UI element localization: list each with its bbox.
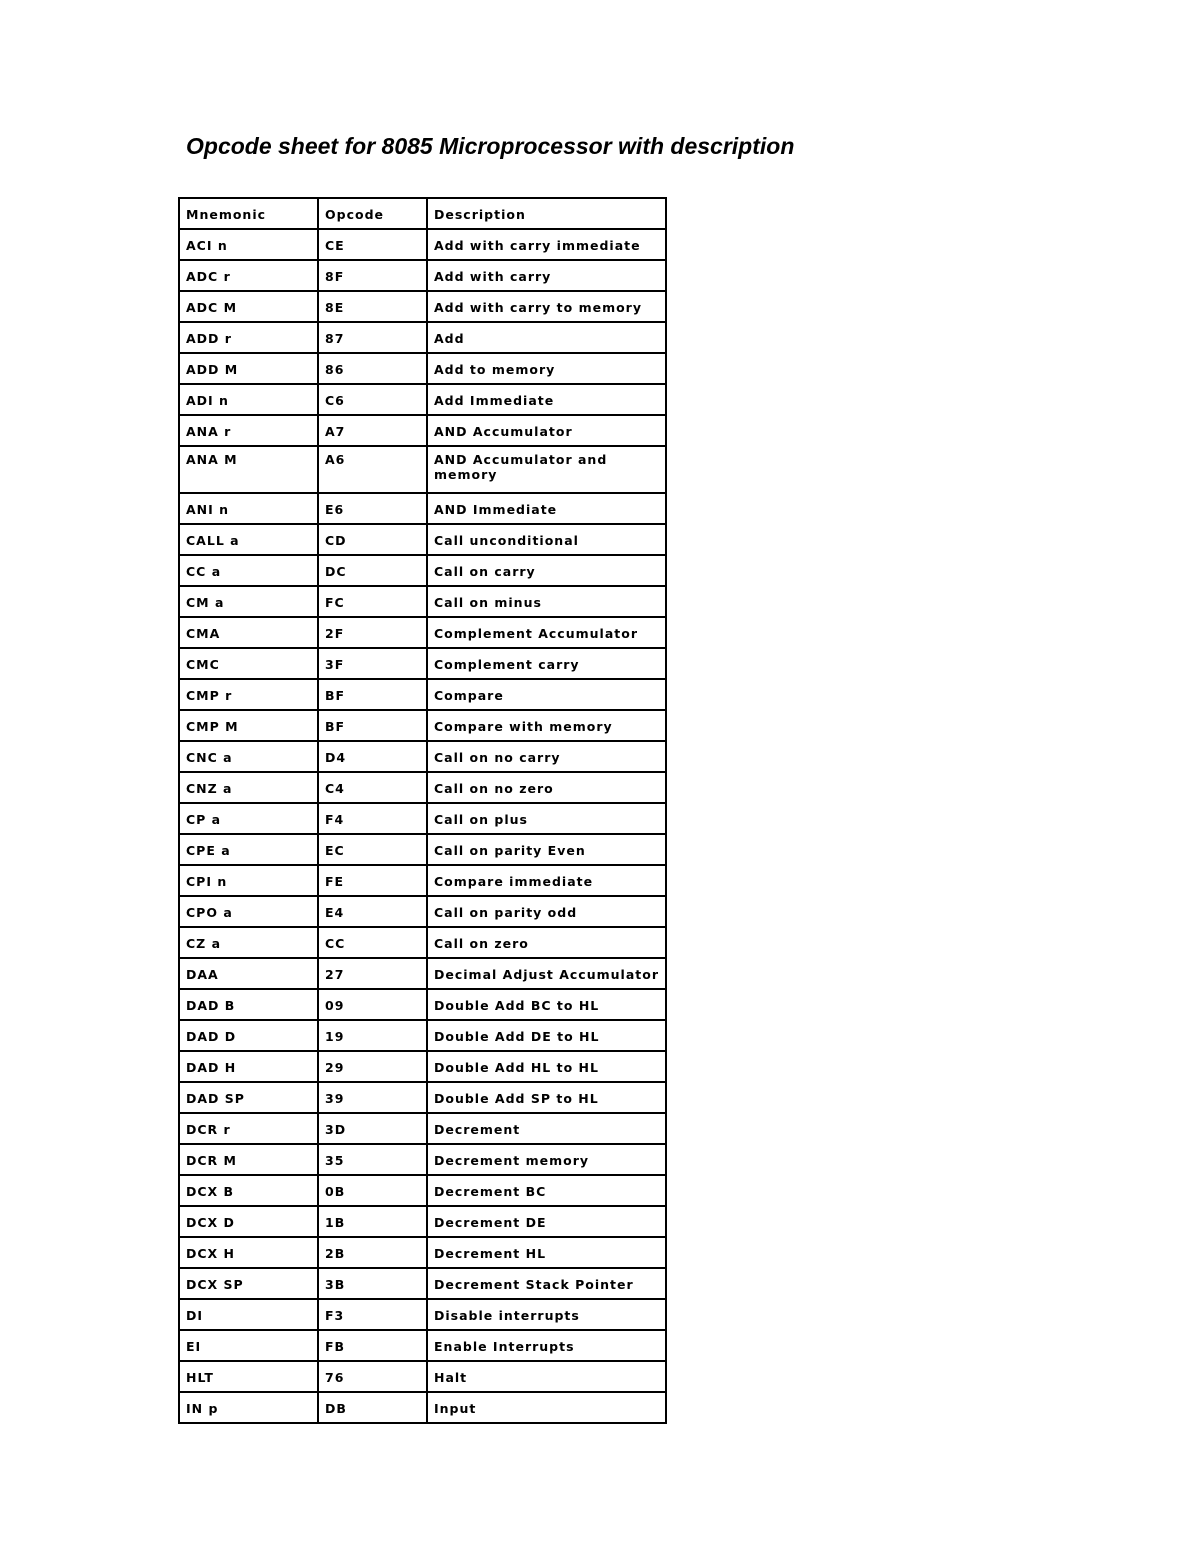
cell-opcode: E4: [318, 896, 427, 927]
cell-description: Decrement: [427, 1113, 666, 1144]
cell-description: Call on minus: [427, 586, 666, 617]
cell-mnemonic: DI: [179, 1299, 318, 1330]
table-row: [179, 493, 666, 524]
cell-mnemonic: CP a: [179, 803, 318, 834]
cell-description: Add with carry: [427, 260, 666, 291]
table-row: [179, 927, 666, 958]
cell-description: Double Add SP to HL: [427, 1082, 666, 1113]
cell-opcode: E6: [318, 493, 427, 524]
cell-mnemonic: DAD B: [179, 989, 318, 1020]
cell-description: Decrement DE: [427, 1206, 666, 1237]
cell-opcode: 35: [318, 1144, 427, 1175]
cell-opcode: A6: [318, 446, 427, 493]
cell-opcode: 09: [318, 989, 427, 1020]
cell-opcode: 2B: [318, 1237, 427, 1268]
cell-opcode: 39: [318, 1082, 427, 1113]
cell-mnemonic: ADC r: [179, 260, 318, 291]
cell-opcode: C6: [318, 384, 427, 415]
cell-description: Call on parity odd: [427, 896, 666, 927]
cell-mnemonic: DCX B: [179, 1175, 318, 1206]
cell-mnemonic: DCX D: [179, 1206, 318, 1237]
cell-mnemonic: CPI n: [179, 865, 318, 896]
table-row: [179, 865, 666, 896]
cell-mnemonic: CMC: [179, 648, 318, 679]
table-row: [179, 260, 666, 291]
cell-opcode: 76: [318, 1361, 427, 1392]
cell-description: Double Add BC to HL: [427, 989, 666, 1020]
table-row: [179, 1206, 666, 1237]
cell-description: Decimal Adjust Accumulator: [427, 958, 666, 989]
table-row: [179, 524, 666, 555]
table-row: [179, 1020, 666, 1051]
table-row: [179, 1392, 666, 1423]
header-description: Description: [427, 198, 666, 229]
cell-description: AND Immediate: [427, 493, 666, 524]
cell-opcode: 29: [318, 1051, 427, 1082]
cell-opcode: 3F: [318, 648, 427, 679]
cell-mnemonic: CALL a: [179, 524, 318, 555]
table-row: [179, 1144, 666, 1175]
cell-opcode: 0B: [318, 1175, 427, 1206]
table-row: [179, 353, 666, 384]
table-row: [179, 648, 666, 679]
table-row: [179, 1082, 666, 1113]
cell-mnemonic: CNC a: [179, 741, 318, 772]
cell-description: AND Accumulator: [427, 415, 666, 446]
cell-opcode: BF: [318, 710, 427, 741]
table-row: [179, 322, 666, 353]
cell-opcode: CC: [318, 927, 427, 958]
cell-description: Complement Accumulator: [427, 617, 666, 648]
cell-mnemonic: DCX SP: [179, 1268, 318, 1299]
cell-mnemonic: DAA: [179, 958, 318, 989]
cell-description: Call on carry: [427, 555, 666, 586]
cell-mnemonic: ACI n: [179, 229, 318, 260]
cell-opcode: 3D: [318, 1113, 427, 1144]
cell-mnemonic: CMA: [179, 617, 318, 648]
cell-mnemonic: ADD M: [179, 353, 318, 384]
cell-mnemonic: ANA M: [179, 446, 318, 493]
cell-mnemonic: CMP r: [179, 679, 318, 710]
cell-mnemonic: DCR r: [179, 1113, 318, 1144]
cell-opcode: EC: [318, 834, 427, 865]
cell-description: Double Add DE to HL: [427, 1020, 666, 1051]
table-row: [179, 1299, 666, 1330]
cell-opcode: 2F: [318, 617, 427, 648]
table-row: [179, 415, 666, 446]
cell-opcode: BF: [318, 679, 427, 710]
cell-mnemonic: CPO a: [179, 896, 318, 927]
table-row: [179, 834, 666, 865]
cell-opcode: FC: [318, 586, 427, 617]
cell-description: Call on parity Even: [427, 834, 666, 865]
table-row: [179, 679, 666, 710]
cell-opcode: 8F: [318, 260, 427, 291]
cell-opcode: F4: [318, 803, 427, 834]
table-row: [179, 446, 666, 493]
cell-description: Disable interrupts: [427, 1299, 666, 1330]
table-row: [179, 896, 666, 927]
cell-description: Call on zero: [427, 927, 666, 958]
cell-opcode: A7: [318, 415, 427, 446]
table-row: [179, 710, 666, 741]
cell-description: Compare with memory: [427, 710, 666, 741]
cell-description: Decrement Stack Pointer: [427, 1268, 666, 1299]
cell-description: Call on plus: [427, 803, 666, 834]
cell-mnemonic: CPE a: [179, 834, 318, 865]
cell-mnemonic: HLT: [179, 1361, 318, 1392]
table-header-row: [179, 198, 666, 229]
table-row: [179, 229, 666, 260]
table-row: [179, 586, 666, 617]
cell-mnemonic: ADC M: [179, 291, 318, 322]
table-row: [179, 1113, 666, 1144]
table-row: [179, 958, 666, 989]
header-opcode: Opcode: [318, 198, 427, 229]
cell-opcode: 19: [318, 1020, 427, 1051]
cell-description: Add with carry immediate: [427, 229, 666, 260]
cell-mnemonic: IN p: [179, 1392, 318, 1423]
cell-description: Compare: [427, 679, 666, 710]
cell-opcode: 86: [318, 353, 427, 384]
cell-opcode: CD: [318, 524, 427, 555]
opcode-table: [178, 197, 667, 1424]
cell-opcode: 87: [318, 322, 427, 353]
cell-opcode: DB: [318, 1392, 427, 1423]
cell-opcode: CE: [318, 229, 427, 260]
cell-description: Add: [427, 322, 666, 353]
cell-opcode: 27: [318, 958, 427, 989]
cell-mnemonic: ADD r: [179, 322, 318, 353]
cell-mnemonic: DCR M: [179, 1144, 318, 1175]
cell-mnemonic: ADI n: [179, 384, 318, 415]
cell-description: Add Immediate: [427, 384, 666, 415]
cell-description: Input: [427, 1392, 666, 1423]
table-row: [179, 1361, 666, 1392]
table-row: [179, 741, 666, 772]
cell-description: Halt: [427, 1361, 666, 1392]
cell-opcode: 8E: [318, 291, 427, 322]
table-row: [179, 384, 666, 415]
page-title: Opcode sheet for 8085 Microprocessor with description: [186, 133, 795, 159]
cell-description: Compare immediate: [427, 865, 666, 896]
cell-description: Complement carry: [427, 648, 666, 679]
cell-mnemonic: EI: [179, 1330, 318, 1361]
cell-description: AND Accumulator and memory: [427, 446, 666, 493]
cell-opcode: D4: [318, 741, 427, 772]
cell-description: Call on no carry: [427, 741, 666, 772]
table-row: [179, 1175, 666, 1206]
cell-opcode: 3B: [318, 1268, 427, 1299]
cell-mnemonic: CNZ a: [179, 772, 318, 803]
cell-opcode: F3: [318, 1299, 427, 1330]
table-row: [179, 617, 666, 648]
cell-description: Decrement BC: [427, 1175, 666, 1206]
table-row: [179, 1237, 666, 1268]
cell-description: Enable Interrupts: [427, 1330, 666, 1361]
cell-mnemonic: DCX H: [179, 1237, 318, 1268]
cell-description: Decrement memory: [427, 1144, 666, 1175]
cell-mnemonic: DAD H: [179, 1051, 318, 1082]
cell-opcode: C4: [318, 772, 427, 803]
cell-mnemonic: ANI n: [179, 493, 318, 524]
cell-opcode: DC: [318, 555, 427, 586]
cell-mnemonic: DAD SP: [179, 1082, 318, 1113]
table-row: [179, 772, 666, 803]
cell-mnemonic: CZ a: [179, 927, 318, 958]
table-row: [179, 989, 666, 1020]
cell-description: Call on no zero: [427, 772, 666, 803]
table-row: [179, 555, 666, 586]
cell-description: Add with carry to memory: [427, 291, 666, 322]
cell-description: Decrement HL: [427, 1237, 666, 1268]
cell-opcode: FB: [318, 1330, 427, 1361]
header-mnemonic: Mnemonic: [179, 198, 318, 229]
cell-description: Call unconditional: [427, 524, 666, 555]
cell-description: Double Add HL to HL: [427, 1051, 666, 1082]
cell-opcode: FE: [318, 865, 427, 896]
cell-mnemonic: CC a: [179, 555, 318, 586]
cell-mnemonic: ANA r: [179, 415, 318, 446]
table-row: [179, 1268, 666, 1299]
cell-mnemonic: DAD D: [179, 1020, 318, 1051]
table-row: [179, 803, 666, 834]
table-row: [179, 1330, 666, 1361]
cell-mnemonic: CM a: [179, 586, 318, 617]
cell-description: Add to memory: [427, 353, 666, 384]
table-row: [179, 1051, 666, 1082]
table-row: [179, 291, 666, 322]
cell-opcode: 1B: [318, 1206, 427, 1237]
cell-mnemonic: CMP M: [179, 710, 318, 741]
